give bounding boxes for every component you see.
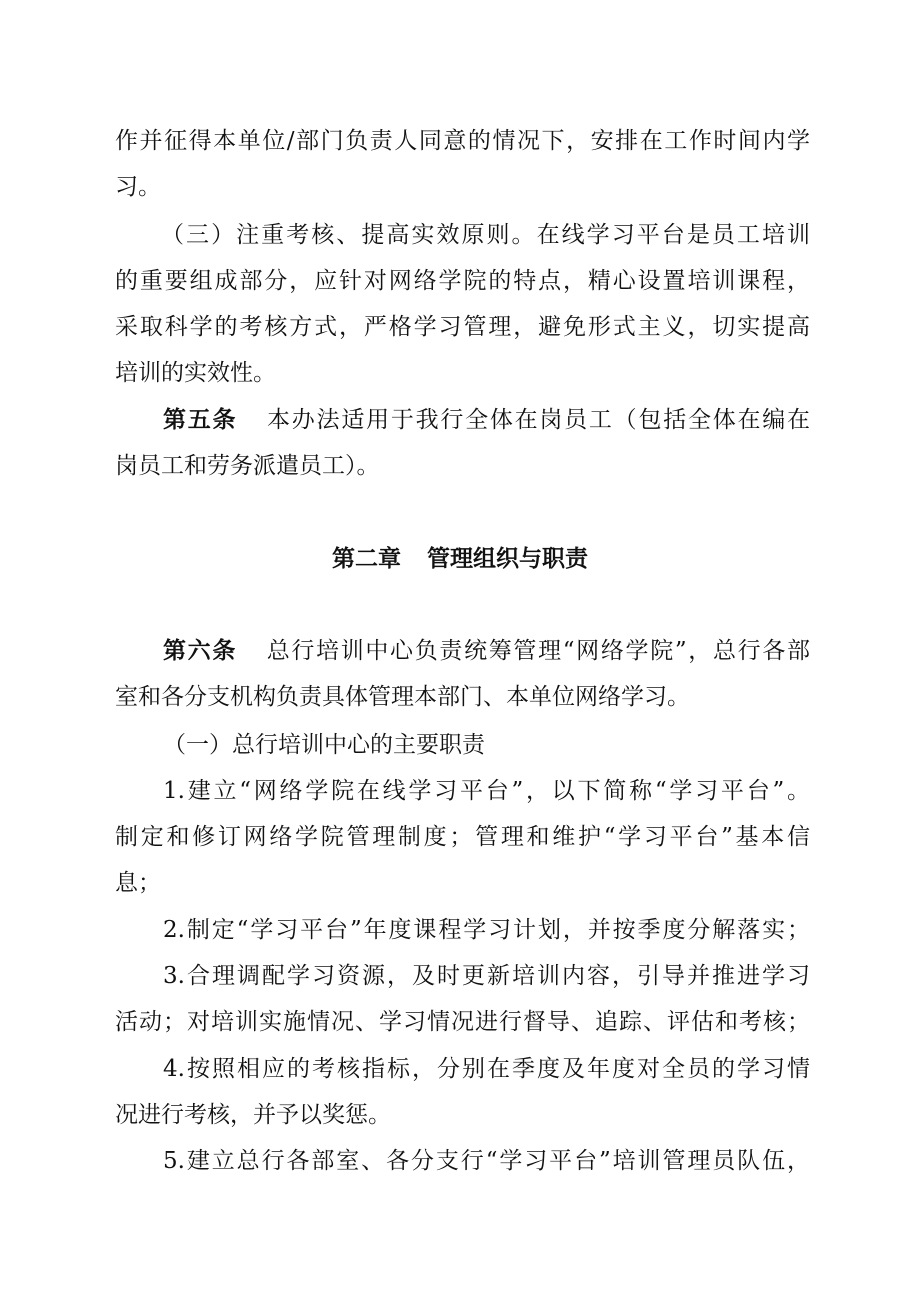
para2-line3: 采取科学的考核方式，严格学习管理，避免形式主义，切实提高 (115, 314, 810, 340)
article6-label: 第六条 (163, 638, 238, 664)
item3-line2: 活动；对培训实施情况、学习情况进行督导、追踪、评估和考核； (115, 1009, 810, 1035)
para1-line2: 习。 (115, 174, 161, 200)
article5-line2: 岗员工和劳务派遣员工）。 (115, 453, 380, 479)
item1-line3: 息； (115, 870, 161, 896)
chapter-heading (0, 545, 920, 573)
item1-line2: 制定和修订网络学院管理制度；管理和维护“学习平台”基本信 (115, 824, 810, 850)
item4-line1: 4.按照相应的考核指标，分别在季度及年度对全员的学习情 (163, 1056, 810, 1082)
para2-line2: 的重要组成部分，应针对网络学院的特点，精心设置培训课程， (115, 268, 810, 294)
article6-line1 (163, 637, 810, 665)
chapter-number: 第二章 (332, 546, 401, 572)
para1-line1: 作并征得本单位/部门负责人同意的情况下，安排在工作时间内学 (115, 128, 810, 154)
item5-line1: 5.建立总行各部室、各分支行“学习平台”培训管理员队伍， (163, 1148, 810, 1174)
article5-text: 本办法适用于我行全体在岗员工（包括全体在编在 (265, 407, 811, 433)
article5-label: 第五条 (163, 407, 238, 433)
item4-line2: 况进行考核，并予以奖惩。 (115, 1102, 391, 1128)
article6-line2: 室和各分支机构负责具体管理本部门、本单位网络学习。 (115, 684, 690, 710)
section1-heading: （一）总行培训中心的主要职责 (163, 732, 485, 758)
article6-text: 总行培训中心负责统筹管理“网络学院”，总行各部 (265, 638, 810, 664)
para2-line1: （三）注重考核、提高实效原则。在线学习平台是员工培训 (161, 222, 810, 248)
item1-line1: 1.建立“网络学院在线学习平台”，以下简称“学习平台”。 (163, 778, 810, 804)
item2-line1: 2.制定“学习平台”年度课程学习计划，并按季度分解落实； (163, 917, 810, 943)
chapter-title: 管理组织与职责 (427, 546, 588, 572)
item3-line1: 3.合理调配学习资源，及时更新培训内容，引导并推进学习 (163, 963, 810, 989)
para2-line4: 培训的实效性。 (115, 360, 276, 386)
article5-line1 (163, 406, 810, 434)
